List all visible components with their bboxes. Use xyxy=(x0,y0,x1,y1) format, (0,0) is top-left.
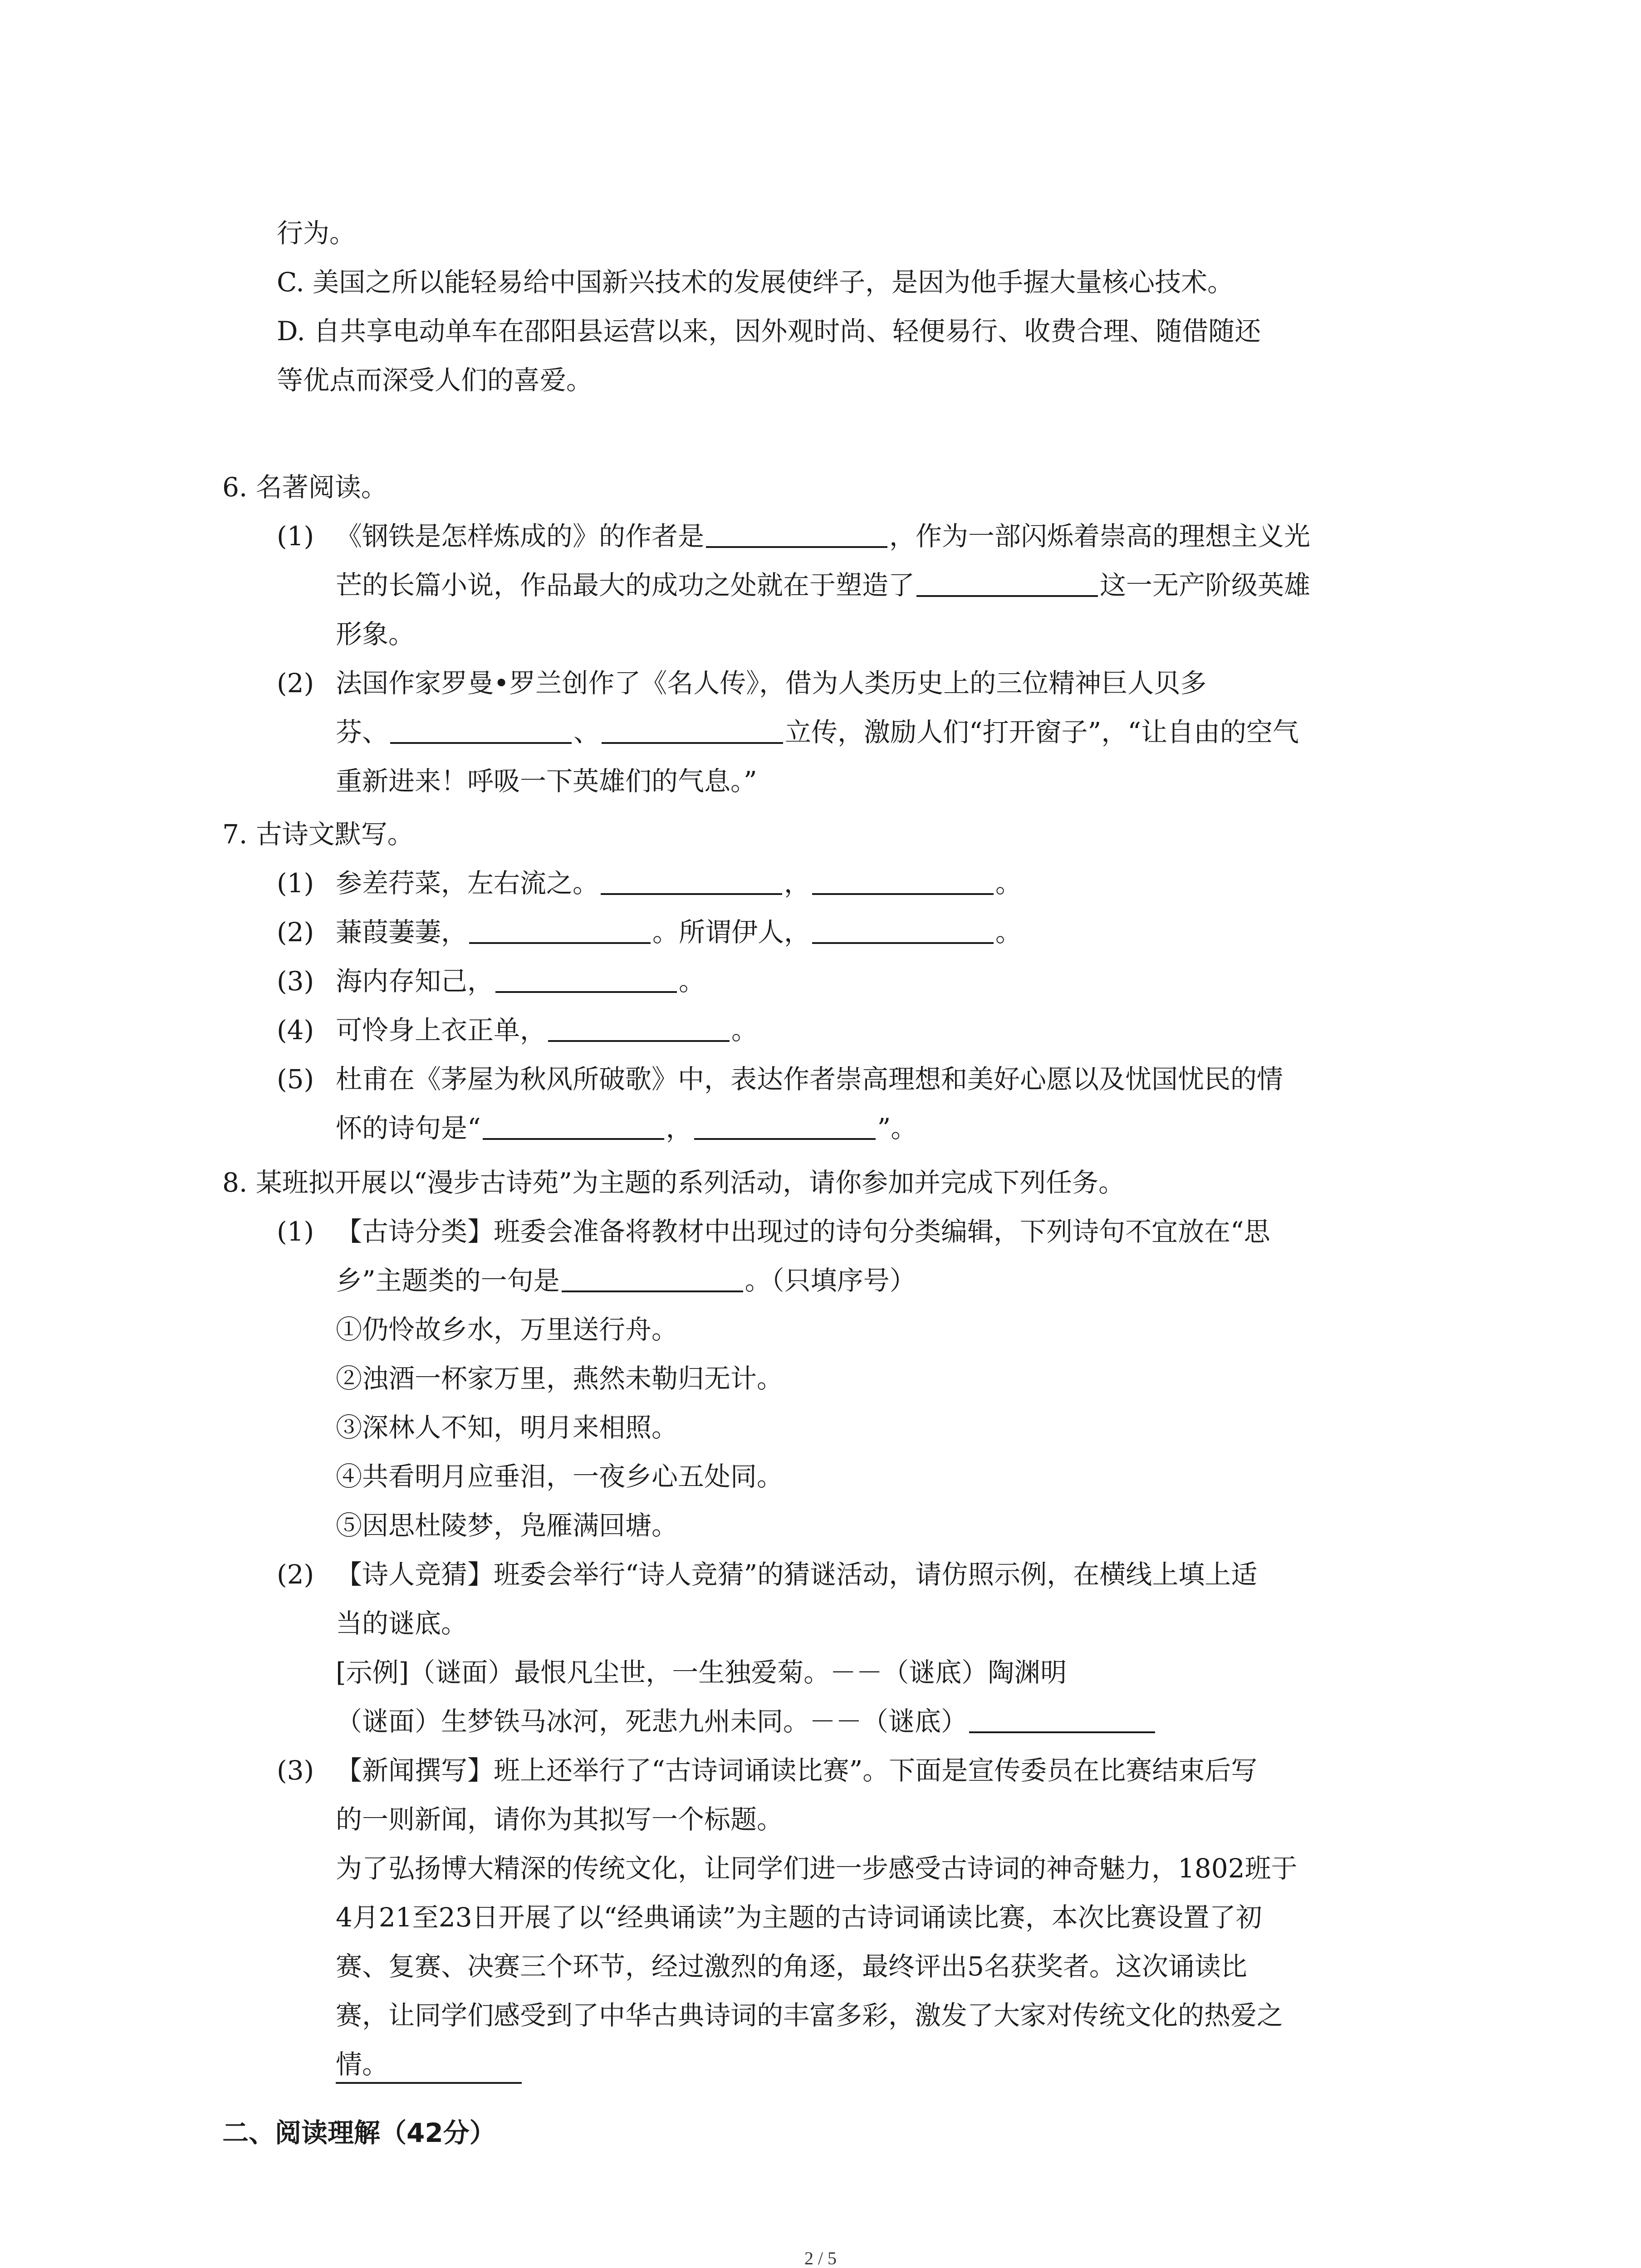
answer-blank[interactable] xyxy=(969,1704,1155,1733)
q7-p3-number: (3) xyxy=(277,966,314,997)
q5-option-d-line1: D. 自共享电动单车在邵阳县运营以来，因外观时尚、轻便易行、收费合理、随借随还 xyxy=(277,316,1261,347)
section-heading: 二、阅读理解（42分） xyxy=(222,2117,496,2148)
answer-blank[interactable] xyxy=(495,964,677,993)
answer-blank[interactable] xyxy=(390,715,572,744)
answer-blank[interactable] xyxy=(812,915,994,944)
q5-option-b-continuation: 行为。 xyxy=(277,218,356,249)
q8-option-1: ①仍怜故乡水，万里送行舟。 xyxy=(336,1314,678,1345)
news-paragraph-line1: 为了弘扬博大精深的传统文化，让同学们进一步感受古诗词的神奇魅力，1802班于 xyxy=(336,1853,1298,1884)
q8-p2-number: (2) xyxy=(277,1559,314,1590)
q8-p2-line2: 当的谜底。 xyxy=(336,1608,468,1639)
answer-blank[interactable] xyxy=(706,519,887,548)
q5-option-d-line2: 等优点而深受人们的喜爱。 xyxy=(277,365,593,396)
news-paragraph-line5: 情。 xyxy=(336,2049,389,2080)
q8-option-3: ③深林人不知，明月来相照。 xyxy=(336,1412,678,1443)
q6-p1-number: (1) xyxy=(277,521,314,552)
q8-p2-example: [示例]（谜面）最恨凡尘世，一生独爱菊。－－（谜底）陶渊明 xyxy=(336,1657,1067,1688)
q6-p2-line2: 芬、 、 立传，激励人们“打开窗子”，“让自由的空气 xyxy=(336,708,1299,757)
q8-p2-line1: 【诗人竞猜】班委会举行“诗人竞猜”的猜谜活动，请仿照示例，在横线上填上适 xyxy=(336,1559,1258,1590)
answer-blank[interactable] xyxy=(916,568,1098,597)
answer-blank[interactable] xyxy=(562,1263,743,1292)
page-number: 2 / 5 xyxy=(804,2248,837,2268)
q6-p2-line1: 法国作家罗曼•罗兰创作了《名人传》，借为人类历史上的三位精神巨人贝多 xyxy=(336,668,1207,699)
q7-title: 7. 古诗文默写。 xyxy=(222,819,414,850)
q8-p3-line2: 的一则新闻，请你为其拟写一个标题。 xyxy=(336,1804,784,1835)
q6-p1-line1: 《钢铁是怎样炼成的》的作者是 ，作为一部闪烁着崇高的理想主义光 xyxy=(336,512,1310,561)
q6-p1-line2: 芒的长篇小说，作品最大的成功之处就在于塑造了 这一无产阶级英雄 xyxy=(336,561,1310,610)
q8-title: 8. 某班拟开展以“漫步古诗苑”为主题的系列活动，请你参加并完成下列任务。 xyxy=(222,1167,1125,1198)
q7-p1-number: (1) xyxy=(277,868,314,899)
headline-answer-blank[interactable] xyxy=(336,2082,522,2084)
answer-blank[interactable] xyxy=(694,1111,876,1140)
answer-blank[interactable] xyxy=(601,866,782,895)
q7-p2-line: 蒹葭萋萋， 。所谓伊人， 。 xyxy=(336,908,1022,957)
q8-p3-number: (3) xyxy=(277,1755,314,1786)
q8-option-2: ②浊酒一杯家万里，燕然未勒归无计。 xyxy=(336,1363,784,1394)
q8-p1-number: (1) xyxy=(277,1216,314,1247)
q8-option-4: ④共看明月应垂泪，一夜乡心五处同。 xyxy=(336,1461,784,1492)
news-paragraph-line4: 赛，让同学们感受到了中华古典诗词的丰富多彩，激发了大家对传统文化的热爱之 xyxy=(336,2000,1283,2031)
news-paragraph-line3: 赛、复赛、决赛三个环节，经过激烈的角逐，最终评出5名获奖者。这次诵读比 xyxy=(336,1951,1247,1982)
answer-blank[interactable] xyxy=(602,715,783,744)
q7-p5-line1: 杜甫在《茅屋为秋风所破歌》中，表达作者崇高理想和美好心愿以及忧国忧民的情 xyxy=(336,1064,1283,1095)
q6-p1-line3: 形象。 xyxy=(336,619,415,650)
q7-p4-line: 可怜身上衣正单， 。 xyxy=(336,1006,758,1055)
q6-p2-number: (2) xyxy=(277,668,314,699)
q8-p1-line2: 乡”主题类的一句是 。（只填序号） xyxy=(336,1256,916,1305)
q7-p2-number: (2) xyxy=(277,917,314,948)
q8-p1-line1: 【古诗分类】班委会准备将教材中出现过的诗句分类编辑，下列诗句不宜放在“思 xyxy=(336,1216,1270,1247)
q8-option-5: ⑤因思杜陵梦，凫雁满回塘。 xyxy=(336,1510,678,1541)
q7-p5-number: (5) xyxy=(277,1064,314,1095)
q5-option-c: C. 美国之所以能轻易给中国新兴技术的发展使绊子，是因为他手握大量核心技术。 xyxy=(277,267,1234,298)
answer-blank[interactable] xyxy=(469,915,651,944)
q7-p5-line2: 怀的诗句是“ ， ”。 xyxy=(336,1104,917,1153)
q6-title: 6. 名著阅读。 xyxy=(222,472,387,503)
answer-blank[interactable] xyxy=(483,1111,664,1140)
news-paragraph-line2: 4月21至23日开展了以“经典诵读”为主题的古诗词诵读比赛，本次比赛设置了初 xyxy=(336,1902,1262,1933)
q8-p3-line1: 【新闻撰写】班上还举行了“古诗词诵读比赛”。下面是宣传委员在比赛结束后写 xyxy=(336,1755,1258,1786)
q7-p3-line: 海内存知己， 。 xyxy=(336,957,705,1006)
answer-blank[interactable] xyxy=(812,866,994,895)
q7-p4-number: (4) xyxy=(277,1015,314,1046)
q8-p2-riddle: （谜面）生梦铁马冰河，死悲九州未同。－－（谜底） xyxy=(336,1697,1157,1746)
q6-p2-line3: 重新进来！呼吸一下英雄们的气息。” xyxy=(336,766,757,797)
q7-p1-line: 参差荇菜，左右流之。 ， 。 xyxy=(336,859,1022,908)
answer-blank[interactable] xyxy=(548,1013,730,1042)
